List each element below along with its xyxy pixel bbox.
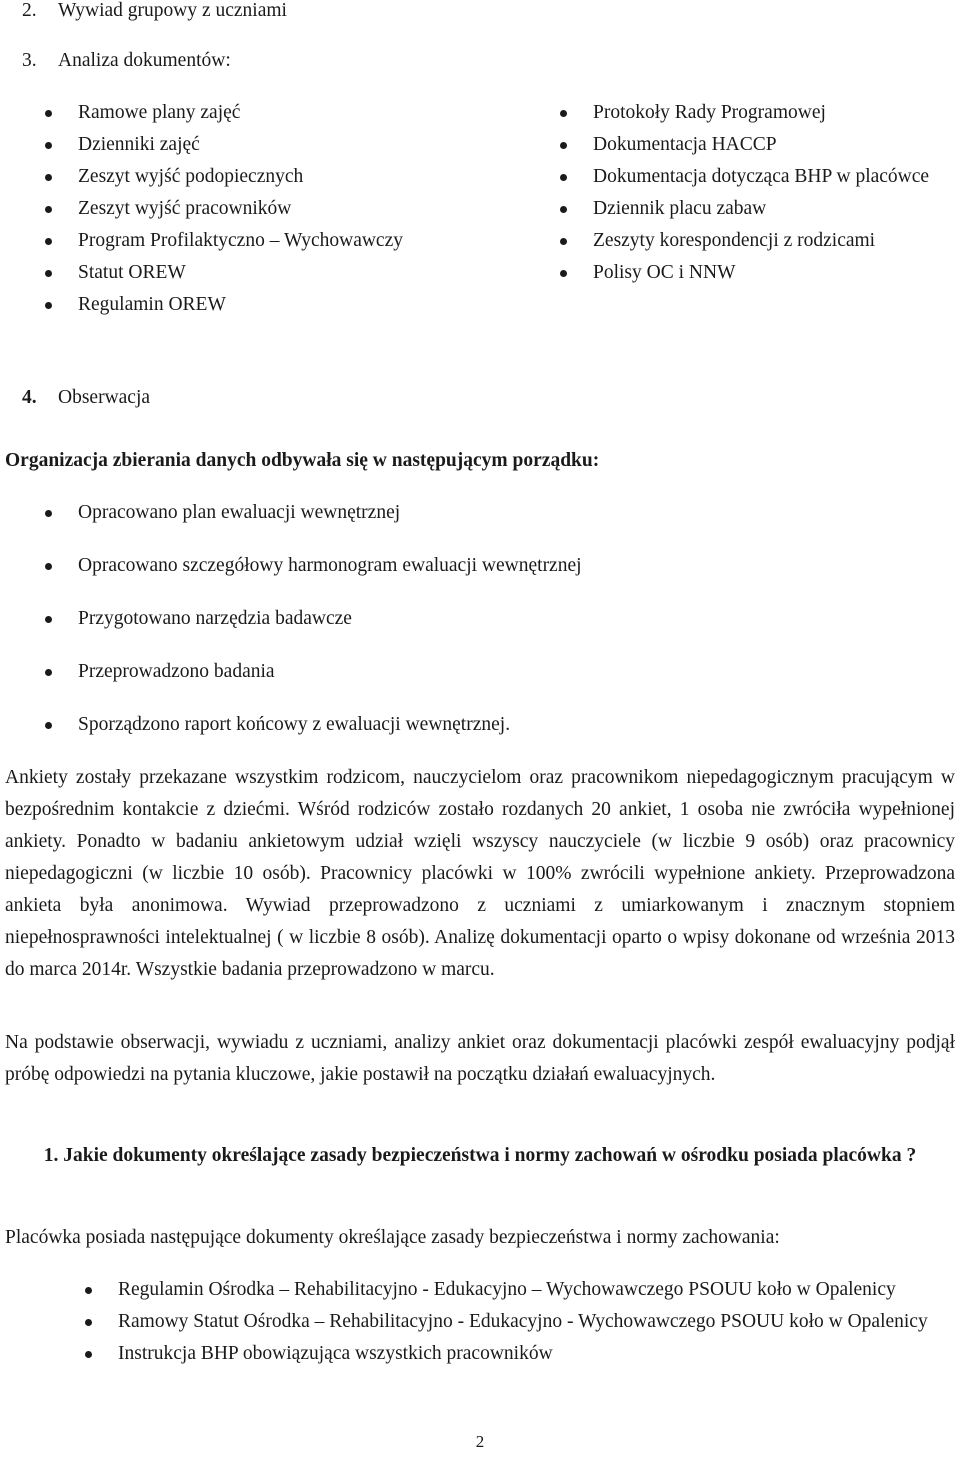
list-item: Zeszyty korespondencji z rodzicami [555, 225, 955, 257]
item-text: Analiza dokumentów: [58, 50, 231, 71]
answer-documents-list [80, 1274, 956, 1370]
list-item: Ramowy Statut Ośrodka – Rehabilitacyjno - Edukacyjno - Wychowawczego PSOUU koło w Opalenicy [80, 1306, 956, 1338]
steps-list [40, 497, 940, 762]
list-item-analiza [22, 45, 231, 77]
list-item: Przygotowano narzędzia badawcze [40, 603, 940, 635]
list-item: Instrukcja BHP obowiązująca wszystkich pracowników [80, 1338, 956, 1370]
list-item: Polisy OC i NNW [555, 257, 955, 289]
list-item: Sporządzono raport końcowy z ewaluacji wewnętrznej. [40, 709, 940, 741]
item-number: 2. [22, 0, 37, 21]
list-item-obserwacja [22, 382, 150, 414]
list-item: Regulamin Ośrodka – Rehabilitacyjno - Edukacyjno – Wychowawczego PSOUU koło w Opalenicy [80, 1274, 956, 1306]
documents-list-right [555, 97, 955, 289]
list-item: Program Profilaktyczno – Wychowawczy [40, 225, 440, 257]
list-item: Statut OREW [40, 257, 450, 289]
list-item: Dokumentacja HACCP [555, 129, 955, 161]
question-heading: 1. Jakie dokumenty określające zasady bezpieczeństwa i normy zachowań w ośrodku posiada placówka ? [43, 1145, 917, 1166]
list-item: Ramowe plany zajęć [40, 97, 450, 129]
answer-intro: Placówka posiada następujące dokumenty określające zasady bezpieczeństwa i normy zachowania: [5, 1227, 780, 1248]
list-item: Dokumentacja dotycząca BHP w placówce [555, 161, 955, 193]
item-number: 4. [22, 387, 37, 408]
list-item: Zeszyt wyjść pracowników [40, 193, 450, 225]
list-item: Regulamin OREW [40, 289, 450, 321]
item-text: Wywiad grupowy z uczniami [58, 0, 287, 21]
list-item: Przeprowadzono badania [40, 656, 940, 688]
list-item: Opracowano plan ewaluacji wewnętrznej [40, 497, 940, 529]
list-item: Dziennik placu zabaw [555, 193, 955, 225]
list-item: Zeszyt wyjść podopiecznych [40, 161, 450, 193]
list-item: Dzienniki zajęć [40, 129, 450, 161]
list-item: Protokoły Rady Programowej [555, 97, 955, 129]
page-number: 2 [475, 1432, 485, 1451]
paragraph-surveys: Ankiety zostały przekazane wszystkim rodzicom, nauczycielom oraz pracownikom niepedagogicznym pracującym w bezpośrednim kontakcie z dziećmi. Wśród rodziców zostało rozdanych 20 ankiet, 1 osoba nie zwróciła wypełnionej ankiety. Ponadto w badaniu ankietowym udział wzięli wszyscy nauczyciele (w liczbie 9 osób) oraz pracownicy niepedagogiczni (w liczbie 10 osób). Pracownicy placówki w 100% zwrócili wypełnione ankiety. Przeprowadzona ankieta była anonimowa. Wywiad przeprowadzono z uczniami z umiarkowanym i znacznym stopniem niepełnosprawności intelektualnej ( w liczbie 8 osób). Analizę dokumentacji oparto o wpisy dokonane od września 2013 do marca 2014r. Wszystkie badania przeprowadzono w marcu. [5, 767, 955, 980]
list-item-wywiad [22, 0, 287, 27]
item-number: 3. [22, 50, 37, 71]
list-item: Opracowano szczegółowy harmonogram ewaluacji wewnętrznej [40, 550, 940, 582]
order-heading: Organizacja zbierania danych odbywała się w następującym porządku: [5, 450, 600, 471]
documents-list-left [40, 97, 450, 321]
paragraph-basis: Na podstawie obserwacji, wywiadu z uczniami, analizy ankiet oraz dokumentacji placówki zespół ewaluacyjny podjął próbę odpowiedzi na pytania kluczowe, jakie postawił na początku działań ewaluacyjnych. [5, 1032, 955, 1085]
item-text: Obserwacja [58, 387, 151, 408]
